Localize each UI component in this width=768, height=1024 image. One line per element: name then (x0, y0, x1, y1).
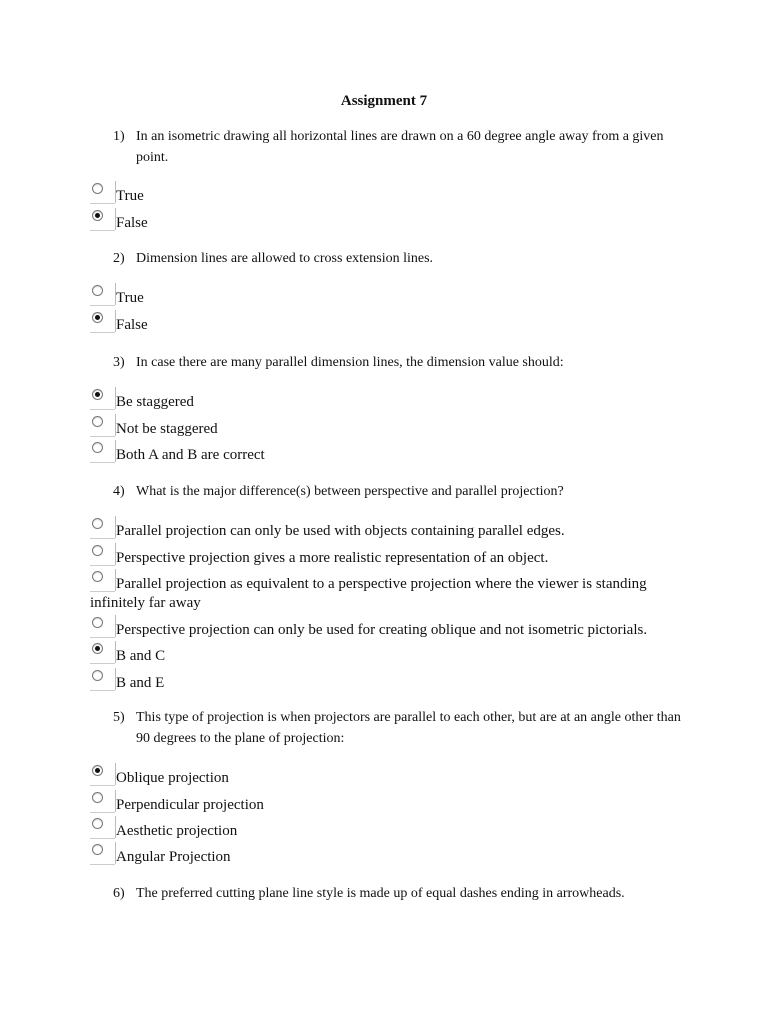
option-label: Parallel projection can only be used with objects containing parallel edges. (116, 523, 565, 539)
option-radio[interactable] (90, 569, 710, 615)
field-underline (90, 785, 115, 786)
question-6 (113, 883, 683, 904)
question-2 (113, 248, 683, 269)
field-underline (90, 305, 115, 306)
option-radio[interactable] (90, 414, 710, 441)
option-label: False (116, 317, 148, 333)
field-underline (90, 663, 115, 664)
option-radio[interactable] (90, 790, 710, 817)
field-underline (90, 538, 115, 539)
option-label: Oblique projection (116, 770, 229, 786)
radio-unchecked-icon[interactable] (92, 285, 103, 296)
option-radio[interactable] (90, 668, 710, 695)
radio-unchecked-icon[interactable] (92, 792, 103, 803)
option-radio[interactable] (90, 816, 710, 843)
question-4 (113, 481, 683, 502)
option-radio[interactable] (90, 641, 710, 668)
field-underline (90, 409, 115, 410)
radio-unchecked-icon[interactable] (92, 818, 103, 829)
option-label: Parallel projection as equivalent to a perspective projection where the viewer is standing infinitely far away (90, 576, 647, 611)
field-underline (90, 436, 115, 437)
option-label: B and E (116, 675, 165, 691)
option-radio[interactable] (90, 440, 710, 467)
question-text: In an isometric drawing all horizontal lines are drawn on a 60 degree angle away from a given point. (136, 129, 664, 165)
option-radio[interactable] (90, 516, 710, 543)
question-number: 6) (113, 886, 125, 901)
question-text: Dimension lines are allowed to cross extension lines. (136, 251, 434, 266)
question-5 (113, 707, 683, 749)
field-underline (90, 864, 115, 865)
option-label: Both A and B are correct (116, 447, 265, 463)
radio-checked-icon[interactable] (92, 210, 103, 221)
option-label: True (116, 188, 144, 204)
field-underline (90, 637, 115, 638)
radio-unchecked-icon[interactable] (92, 617, 103, 628)
option-radio[interactable] (90, 842, 710, 869)
option-radio[interactable] (90, 181, 710, 208)
radio-unchecked-icon[interactable] (92, 183, 103, 194)
question-text: In case there are many parallel dimension lines, the dimension value should: (136, 355, 564, 370)
radio-checked-icon[interactable] (92, 389, 103, 400)
radio-unchecked-icon[interactable] (92, 545, 103, 556)
question-text: What is the major difference(s) between perspective and parallel projection? (136, 484, 564, 499)
option-radio[interactable] (90, 387, 710, 414)
field-underline (90, 203, 115, 204)
question-number: 2) (113, 251, 125, 266)
option-label: Angular Projection (116, 849, 231, 865)
field-underline (90, 462, 115, 463)
option-label: B and C (116, 648, 166, 664)
question-number: 5) (113, 710, 125, 725)
radio-unchecked-icon[interactable] (92, 844, 103, 855)
field-underline (90, 230, 115, 231)
option-radio[interactable] (90, 543, 710, 570)
option-label: True (116, 290, 144, 306)
field-underline (90, 690, 115, 691)
question-number: 1) (113, 129, 125, 144)
question-text: This type of projection is when projectors are parallel to each other, but are at an angle other than 90 degrees to the plane of projection: (136, 710, 681, 746)
option-radio[interactable] (90, 763, 710, 790)
field-underline (90, 812, 115, 813)
option-radio[interactable] (90, 283, 710, 310)
radio-unchecked-icon[interactable] (92, 442, 103, 453)
question-text: The preferred cutting plane line style is made up of equal dashes ending in arrowheads. (136, 886, 625, 901)
option-label: Perspective projection can only be used for creating oblique and not isometric pictorials. (116, 622, 648, 638)
question-number: 4) (113, 484, 125, 499)
option-label: Aesthetic projection (116, 823, 238, 839)
radio-checked-icon[interactable] (92, 643, 103, 654)
option-label: Be staggered (116, 394, 194, 410)
question-3 (113, 352, 683, 373)
option-radio[interactable] (90, 615, 710, 642)
question-number: 3) (113, 355, 125, 370)
option-label: Perspective projection gives a more realistic representation of an object. (116, 550, 549, 566)
option-label: Perpendicular projection (116, 797, 264, 813)
radio-unchecked-icon[interactable] (92, 670, 103, 681)
radio-checked-icon[interactable] (92, 765, 103, 776)
radio-unchecked-icon[interactable] (92, 518, 103, 529)
option-label: False (116, 215, 148, 231)
radio-unchecked-icon[interactable] (92, 416, 103, 427)
option-radio[interactable] (90, 208, 710, 235)
field-underline (90, 565, 115, 566)
field-underline (90, 838, 115, 839)
assignment-title: Assignment 7 (340, 93, 428, 109)
question-1 (113, 126, 683, 168)
radio-checked-icon[interactable] (92, 312, 103, 323)
option-label: Not be staggered (116, 421, 218, 437)
field-underline (90, 332, 115, 333)
option-radio[interactable] (90, 310, 710, 337)
